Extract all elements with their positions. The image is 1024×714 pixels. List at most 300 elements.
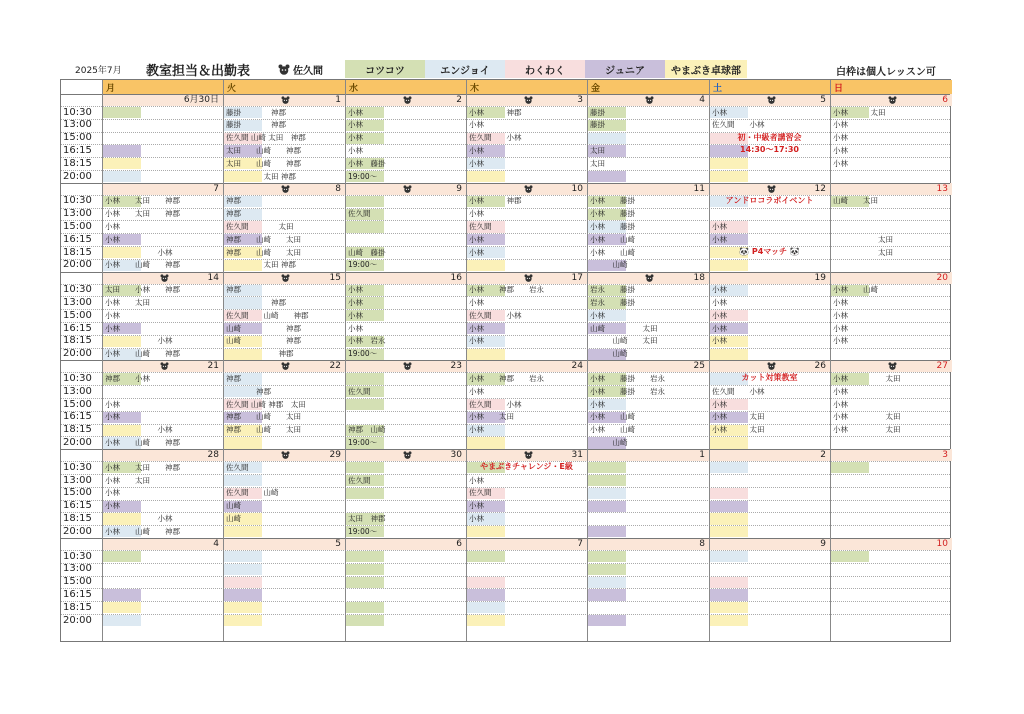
cell-text: 小林 [348,107,363,117]
day-header: 月 [102,80,223,94]
cell-text: 太田 [590,145,605,155]
cell-text: 小林 藤掛 [348,158,386,168]
time-label: 10:30 [63,461,92,473]
cell-text: 小林 [712,399,727,409]
row-divider [61,614,950,615]
bear-icon [524,96,533,104]
class-block [224,564,262,575]
date-number: 4 [699,95,705,105]
class-block [710,260,748,271]
class-block [346,373,384,384]
class-block [710,349,748,360]
cell-text: 佐久間 小林 [469,399,522,409]
time-label: 18:15 [63,601,92,613]
bear-icon [888,96,897,104]
class-block [710,526,748,537]
class-block [831,551,869,562]
bear-icon [767,362,776,370]
time-label: 13:00 [63,563,92,575]
class-block [588,589,626,600]
day-header: 水 [345,80,466,94]
date-number: 31 [571,450,583,461]
class-block [346,399,384,410]
cell-text: 小林 山崎 [590,247,635,257]
cell-text: 神郡 小林 [105,373,150,383]
day-header: 日 [830,80,952,94]
row-divider [61,170,950,171]
cell-text: 19:00〜 [348,349,378,359]
cell-text: 山崎 藤掛 [348,247,386,257]
class-block [224,589,262,600]
cell-text: 小林 太田 [469,412,514,422]
cell-text: 小林 藤掛 [590,221,635,231]
cell-text: 太田 山崎 神郡 [226,158,301,168]
class-block [346,602,384,613]
cell-text: 小林 [833,158,848,168]
bear-icon [403,362,412,370]
cell-text: 藤掛 [590,120,605,130]
time-label: 10:30 [63,284,92,296]
cell-text: 小林 [105,488,120,498]
class-block [467,171,505,182]
date-number: 17 [571,272,583,283]
cell-text: 小林 [469,323,484,333]
date-number: 29 [329,450,341,461]
cell-text: 佐久間 小林 [712,386,765,396]
cell-text: 小林 太田 [712,425,765,435]
row-divider [61,500,950,501]
time-label: 15:00 [63,487,92,499]
bear-icon [767,185,776,193]
cell-text: 小林 [712,323,727,333]
cell-text: 岩永 藤掛 [590,285,635,295]
cell-text: 小林 [833,386,848,396]
time-label: 20:00 [63,259,92,271]
cell-text: 神郡 [226,386,271,396]
time-label: 18:15 [63,335,92,347]
cell-text: 小林 [469,247,484,257]
class-block [224,577,262,588]
date-number: 6月30日 [183,95,219,105]
cell-text: 小林 太田 [833,107,886,117]
date-number: 7 [213,183,219,194]
date-number: 10 [936,539,948,549]
cell-text: 小林 [469,209,484,219]
bear-icon [524,451,533,459]
cell-text: 小林 山崎 [833,285,878,295]
class-block [467,349,505,360]
class-block [710,171,748,182]
class-block [588,501,626,512]
cell-text: 小林 [348,310,363,320]
cell-text: 山崎 太田 [833,196,878,206]
date-number: 26 [814,361,826,372]
cell-text: 藤掛 神郡 [226,120,286,130]
bear-icon [281,274,290,282]
class-block [710,589,748,600]
cell-text: 小林 [469,158,484,168]
class-block [103,615,141,626]
cell-text: 小林 神郡 [469,107,522,117]
cell-text: 小林 [348,145,363,155]
cell-text: 小林 藤掛 [590,196,635,206]
cell-text: 藤掛 神郡 [226,107,286,117]
date-number: 6 [942,95,948,105]
date-number: 1 [335,95,341,105]
class-block [346,577,384,588]
class-block [588,551,626,562]
row-divider [61,335,950,336]
date-number: 27 [936,361,948,372]
day-header: 金 [587,80,709,94]
time-label: 20:00 [63,170,92,182]
class-block [224,615,262,626]
class-block [710,513,748,524]
row-divider [61,348,950,349]
cell-text: 小林 太田 [712,412,765,422]
cell-text: 小林 山崎 [590,412,635,422]
legend-item: わくわく [505,60,585,78]
class-block [346,551,384,562]
cell-text: 小林 太田 神郡 [105,209,180,219]
class-block [467,437,505,448]
date-number: 25 [693,361,705,372]
cell-text: 小林 [105,412,120,422]
cell-text: 小林 神郡 岩永 [469,373,544,383]
cell-text: 小林 [105,247,173,257]
cell-text: 佐久間 山崎 太田 神郡 [226,133,306,143]
cell-text: 神郡 [226,285,241,295]
time-label: 16:15 [63,588,92,600]
class-block [467,615,505,626]
class-block [103,145,141,156]
cell-text: 小林 [469,336,484,346]
cell-text: 小林 藤掛 岩永 [590,373,665,383]
row-divider [61,563,950,564]
class-block [346,462,384,473]
class-block [588,526,626,537]
cell-text: 小林 太田 [105,475,150,485]
cell-text: 太田 神郡 [226,260,296,270]
cell-text: 小林 [833,323,848,333]
cell-text: 神郡 [226,349,294,359]
class-block [710,501,748,512]
bear-icon [160,362,169,370]
date-number: 15 [329,272,341,283]
legend-item: やまぶき卓球部 [665,60,747,78]
column-divider [102,80,103,641]
cell-text: 小林 [469,234,484,244]
date-number: 14 [207,272,219,283]
date-number: 19 [814,272,826,283]
class-block [103,171,141,182]
time-label: 15:00 [63,576,92,588]
date-number: 2 [456,95,462,105]
cell-text: 小林 [348,297,363,307]
class-block [588,133,626,144]
bear-legend [278,62,323,77]
date-number: 12 [814,183,826,194]
class-block [467,589,505,600]
cell-text: 小林 [105,399,120,409]
cell-text: 小林 藤掛 [590,209,635,219]
row-divider [61,119,950,120]
cell-text: 佐久間 山崎 [226,488,279,498]
row-divider [61,550,950,551]
cell-text: 小林 [712,234,727,244]
cell-text: 小林 山崎 神郡 [105,437,180,447]
cell-text: 岩永 藤掛 [590,297,635,307]
cell-text: 山崎 [590,349,628,359]
cell-text: 小林 [469,297,484,307]
date-number: 24 [571,361,583,372]
cell-text: 小林 [469,513,484,523]
date-number: 9 [820,539,826,549]
row-divider [61,512,950,513]
cell-text: 小林 太田 [833,412,901,422]
day-header: 木 [466,80,587,94]
time-label: 15:00 [63,220,92,232]
cell-text: 神郡 山崎 太田 [226,412,301,422]
row-divider [61,157,950,158]
cell-text: 小林 [105,336,173,346]
date-number: 8 [699,539,705,549]
bear-icon [524,274,533,282]
bear-icon [281,96,290,104]
date-number: 10 [571,183,583,194]
cell-text: 小林 [833,310,848,320]
cell-text: 佐久間 [469,221,492,231]
class-block [710,577,748,588]
bear-icon [767,96,776,104]
row-divider [61,296,950,297]
event-label: 🐼 P4マッチ 🐼 [739,247,800,256]
time-label: 18:15 [63,424,92,436]
cell-text: 小林 [105,513,173,523]
cell-text: 小林 神郡 [469,196,522,206]
cell-text: 佐久間 小林 [469,310,522,320]
class-block [346,564,384,575]
bear-icon [403,451,412,459]
cell-text: 小林 [833,399,848,409]
class-block [224,475,262,486]
class-block [346,488,384,499]
time-label: 10:30 [63,106,92,118]
date-number: 3 [577,95,583,105]
cell-text: 小林 山崎 神郡 [105,526,180,536]
column-divider [345,80,346,641]
date-number: 30 [450,450,462,461]
cell-text: 小林 [469,120,484,130]
row-divider [61,576,950,577]
cell-text: 佐久間 小林 [469,133,522,143]
day-header: 土 [709,80,830,94]
cell-text: 佐久間 小林 [712,120,765,130]
cell-text: 佐久間 山崎 神郡 太田 [226,399,306,409]
cell-text: 佐久間 [226,462,249,472]
class-block [588,564,626,575]
row-divider [61,424,950,425]
cell-text: 小林 [833,120,848,130]
month-label: 2025年7月 [75,66,122,76]
time-label: 16:15 [63,411,92,423]
cell-text: 小林 [833,297,848,307]
time-label: 16:15 [63,500,92,512]
cell-text: 佐久間 [348,475,371,485]
cell-text: 太田 [833,247,893,257]
cell-text: 山崎 太田 [590,323,658,333]
cell-text: 小林 太田 [833,425,901,435]
row-divider [61,322,950,323]
cell-text: 小林 藤掛 岩永 [590,386,665,396]
cell-text: 山崎 太田 [590,336,658,346]
cell-text: 小林 [712,221,727,231]
cell-text: 藤掛 [590,107,605,117]
cell-text: 佐久間 [348,209,371,219]
time-label: 18:15 [63,157,92,169]
row-divider [61,588,950,589]
class-block [588,171,626,182]
cell-text: 小林 [712,336,727,346]
cell-text: 小林 [469,475,484,485]
time-label: 16:15 [63,233,92,245]
cell-text: 19:00〜 [348,437,378,447]
class-block [103,602,141,613]
date-number: 22 [329,361,341,372]
date-number: 5 [820,95,826,105]
time-label: 13:00 [63,385,92,397]
row-divider [61,436,950,437]
time-label: 20:00 [63,348,92,360]
date-number: 2 [820,450,826,461]
class-block [710,158,748,169]
class-block [346,615,384,626]
cell-text: 小林 [105,310,120,320]
cell-text: 佐久間 太田 [226,221,294,231]
column-divider [709,80,710,641]
cell-text: 小林 [712,285,727,295]
class-block [467,260,505,271]
class-block [710,602,748,613]
cell-text: 小林 [348,120,363,130]
bear-icon [278,64,290,75]
cell-text: 小林 [469,501,484,511]
class-block [588,475,626,486]
date-number: 20 [936,272,948,283]
cell-text: 小林 [348,133,363,143]
cell-text: 小林 [833,336,848,346]
row-divider [61,233,950,234]
bear-icon [403,96,412,104]
class-block [710,462,748,473]
cell-text: 小林 [712,310,727,320]
date-number: 9 [456,183,462,194]
cell-text: 小林 [105,425,173,435]
date-number: 13 [936,183,948,194]
cell-text: 小林 [590,399,605,409]
time-label: 13:00 [63,208,92,220]
class-block [831,462,869,473]
class-block [710,615,748,626]
cell-text: 小林 山崎 [590,234,635,244]
date-number: 4 [213,539,219,549]
cell-text: 小林 [348,323,363,333]
cell-text: 19:00〜 [348,171,378,181]
cell-text: 小林 [833,133,848,143]
time-label: 15:00 [63,132,92,144]
class-block [224,526,262,537]
cell-text: 小林 神郡 岩永 [469,285,544,295]
cell-text: 小林 太田 神郡 [105,462,180,472]
bear-label: 佐久間 [293,66,323,77]
page-title: 教室担当＆出勤表 [146,64,251,79]
time-label: 13:00 [63,119,92,131]
cell-text: 山崎 [590,260,628,270]
class-block [346,221,384,232]
cell-text: 小林 太田 神郡 [105,196,180,206]
time-label: 16:15 [63,322,92,334]
class-block [224,602,262,613]
bear-icon [888,362,897,370]
column-divider [466,80,467,641]
cell-text: 神郡 [226,196,241,206]
cell-text: 小林 [348,285,363,295]
date-number: 5 [335,539,341,549]
cell-text: 19:00〜 [348,260,378,270]
cell-text: 小林 山崎 神郡 [105,260,180,270]
row-divider [61,208,950,209]
class-block [467,577,505,588]
class-block [710,488,748,499]
row-divider [61,474,950,475]
time-label: 20:00 [63,436,92,448]
column-divider [830,80,831,641]
row-divider [61,525,950,526]
cell-text: 小林 [105,234,120,244]
date-number: 6 [456,539,462,549]
cell-text: 小林 太田 [105,297,150,307]
class-block [103,589,141,600]
time-label: 16:15 [63,144,92,156]
class-block [224,551,262,562]
cell-text: 神郡 山崎 太田 [226,234,301,244]
class-block [588,615,626,626]
cell-text: 小林 [105,501,120,511]
row-divider [61,385,950,386]
row-divider [61,259,950,260]
class-block [467,602,505,613]
cell-text: 佐久間 山崎 神郡 [226,310,309,320]
time-label: 10:30 [63,550,92,562]
cell-text: 太田 小林 神郡 [105,285,180,295]
date-number: 18 [693,272,705,283]
class-block [224,437,262,448]
time-label: 13:00 [63,474,92,486]
time-label: 18:15 [63,512,92,524]
date-number: 28 [207,450,219,461]
bear-icon [281,362,290,370]
date-number: 21 [207,361,219,372]
cell-text: 小林 [712,297,727,307]
cell-text: 太田 [590,158,605,168]
cell-text: 小林 岩永 [348,336,386,346]
bear-icon [403,185,412,193]
time-label: 20:00 [63,614,92,626]
cell-text: 太田 神郡 [226,171,296,181]
cell-text: 小林 [712,107,727,117]
note-label: 白枠は個人レッスン可 [836,67,936,78]
class-block [103,107,141,118]
